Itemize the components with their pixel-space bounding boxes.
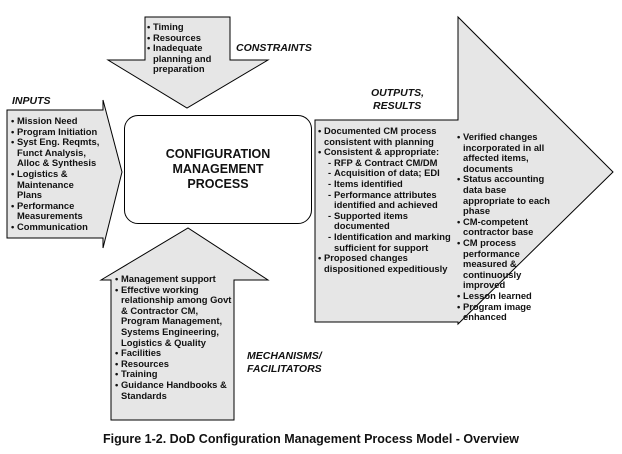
configuration-management-process-box (124, 115, 312, 224)
outputs-label (371, 87, 424, 113)
constraints-label: CONSTRAINTS (236, 42, 312, 54)
outputs-subitem: - Items identified (318, 179, 454, 190)
outputs-left-list (318, 126, 454, 274)
process-title-line-2: MANAGEMENT (172, 162, 264, 176)
outputs-label-line-1: OUTPUTS, (371, 87, 425, 99)
mechanisms-item: • Guidance Handbooks & Standards (115, 380, 239, 401)
mechanisms-item: • Management support (115, 274, 239, 285)
inputs-item: • Logistics & Maintenance Plans (11, 169, 101, 201)
outputs-subitem: - Performance attributes identified and achieved (318, 190, 454, 211)
constraints-item: • Inadequate planning and preparation (147, 43, 229, 75)
outputs-label-line-2: RESULTS (373, 100, 422, 112)
mechanisms-list (115, 274, 239, 401)
mechanisms-label (247, 350, 322, 376)
inputs-item: • Mission Need (11, 116, 101, 127)
outputs-item: • Status accounting data base appropriate to each phase (457, 174, 557, 216)
outputs-item: • Program image enhanced (457, 302, 557, 323)
outputs-subitem: - Supported items documented (318, 211, 454, 232)
mechanisms-item: • Training (115, 369, 239, 380)
inputs-list (11, 116, 101, 233)
outputs-item: • Verified changes incorporated in all affected items, documents (457, 132, 557, 174)
process-title-line-1: CONFIGURATION (165, 147, 271, 161)
inputs-item: • Communication (11, 222, 101, 233)
constraints-item: • Timing (147, 22, 229, 33)
process-title-line-3: PROCESS (187, 177, 249, 191)
outputs-item: • Consistent & appropriate: (318, 147, 454, 158)
constraints-list (147, 22, 229, 75)
figure-caption: Figure 1-2. DoD Configuration Management Process Model - Overview (102, 432, 520, 446)
outputs-item: • Proposed changes dispositioned expeditiously (318, 253, 454, 274)
outputs-item: • Documented CM process consistent with planning (318, 126, 454, 147)
inputs-item: • Program Initiation (11, 127, 101, 138)
inputs-item: • Performance Measurements (11, 201, 101, 222)
outputs-subitem: - RFP & Contract CM/DM (318, 158, 454, 169)
inputs-label: INPUTS (12, 95, 51, 107)
outputs-item: • Lesson learned (457, 291, 557, 302)
outputs-subitem: - Acquisition of data; EDI (318, 168, 454, 179)
outputs-item: • CM-competent contractor base (457, 217, 557, 238)
constraints-item: • Resources (147, 33, 229, 44)
mechanisms-item: • Resources (115, 359, 239, 370)
mechanisms-label-line-1: MECHANISMS/ (247, 350, 322, 362)
mechanisms-item: • Effective working relationship among Govt & Contractor CM, Program Management, Systems Engineering, Logistics & Quality (115, 285, 239, 349)
outputs-item: • CM process performance measured & continuously improved (457, 238, 557, 291)
outputs-subitem: - Identification and marking sufficient for support (318, 232, 454, 253)
mechanisms-label-line-2: FACILITATORS (247, 363, 322, 375)
inputs-item: • Syst Eng. Reqmts, Funct Analysis, Alloc & Synthesis (11, 137, 101, 169)
mechanisms-item: • Facilities (115, 348, 239, 359)
outputs-right-list (457, 132, 557, 323)
